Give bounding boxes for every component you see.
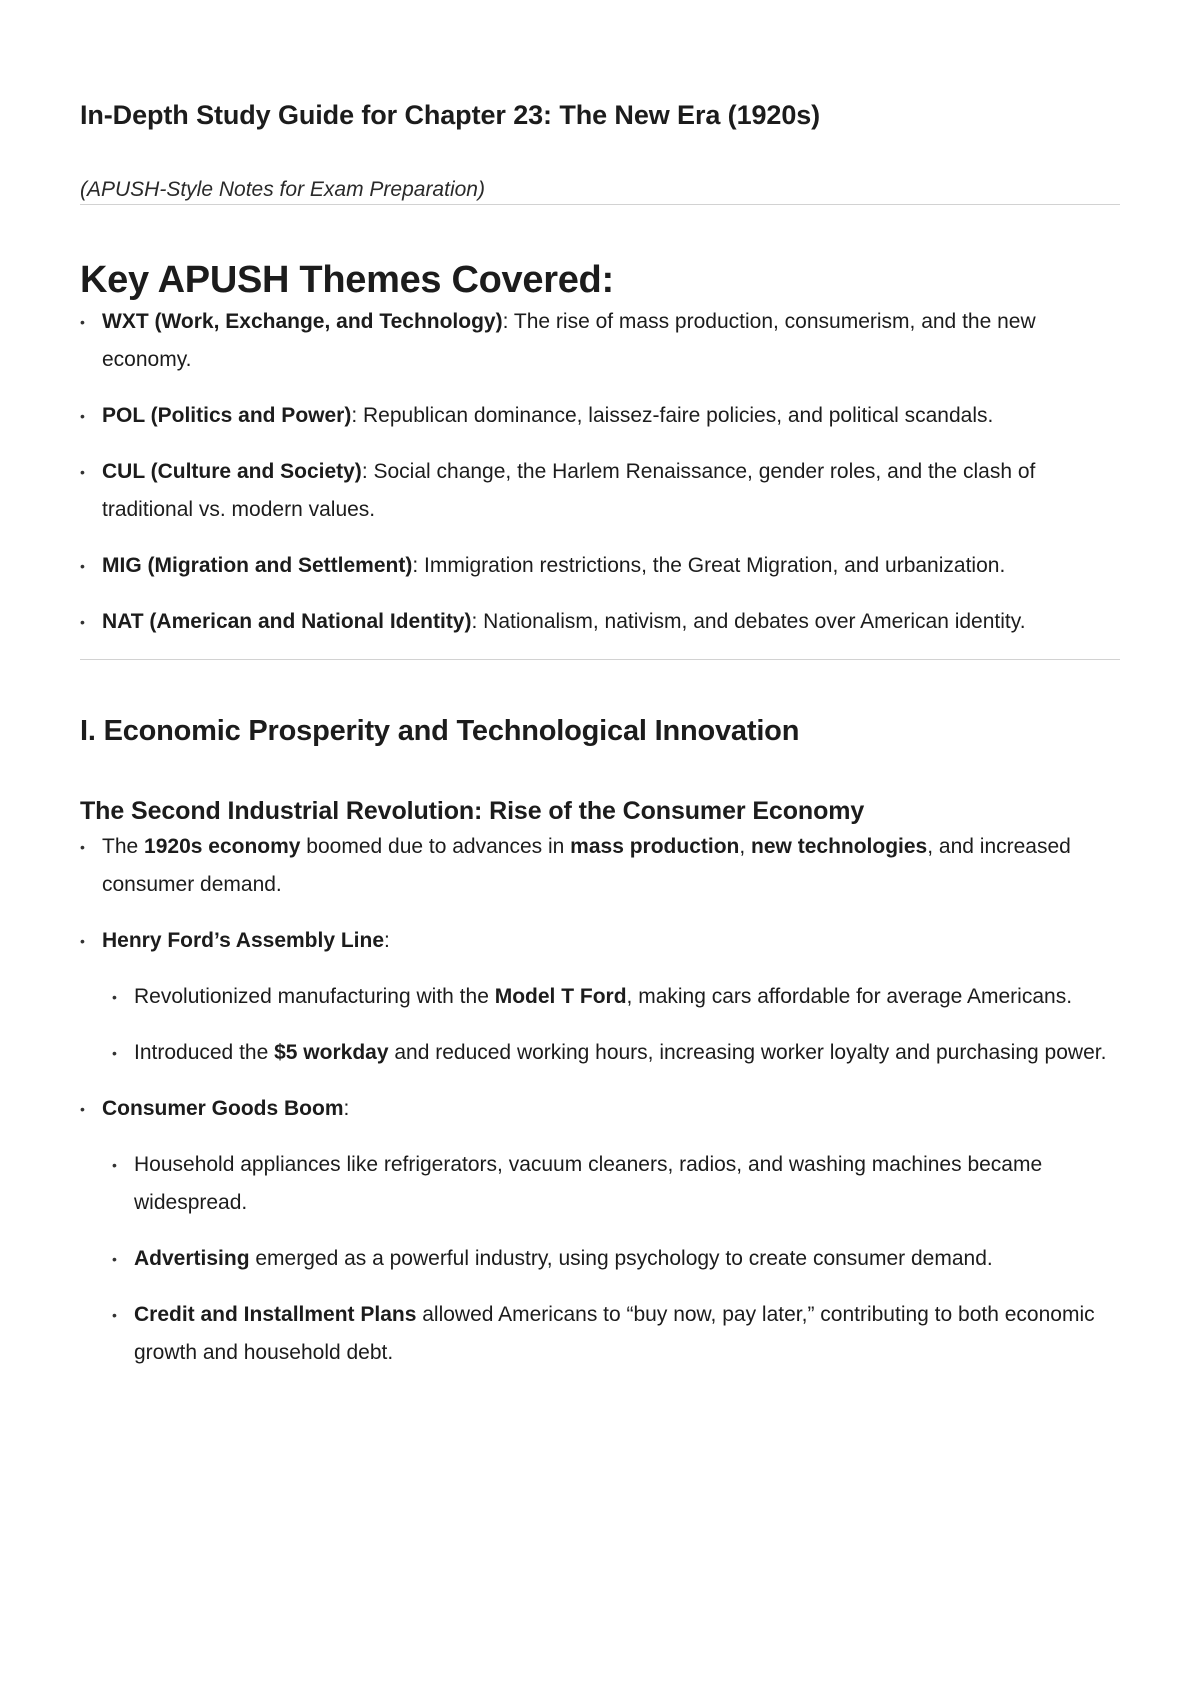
theme-item [80, 303, 1120, 379]
themes-list [80, 303, 1120, 641]
sub-item: • Advertising emerged as a powerful industry, using psychology to create consumer demand. [112, 1240, 1120, 1278]
theme-text: : Nationalism, nativism, and debates over American identity. [471, 610, 1026, 633]
goods-label: Consumer Goods Boom [102, 1097, 344, 1120]
ford-label: Henry Ford’s Assembly Line [102, 929, 385, 952]
theme-label: CUL (Culture and Society) [102, 460, 362, 483]
themes-heading: Key APUSH Themes Covered: [80, 259, 614, 301]
goods-sublist [112, 1146, 1120, 1372]
sub-item: • Revolutionized manufacturing with the Model T Ford, making cars affordable for average Americans. [112, 978, 1120, 1016]
document-title: In-Depth Study Guide for Chapter 23: The New Era (1920s) [80, 100, 821, 130]
theme-label: MIG (Migration and Settlement) [102, 554, 413, 577]
divider [80, 204, 1120, 205]
list-item-economy-intro: • The 1920s economy boomed due to advances in mass production, new technologies, and increased consumer demand. [80, 828, 1120, 904]
section-subheading: The Second Industrial Revolution: Rise of the Consumer Economy [80, 797, 865, 825]
economy-list [80, 828, 1120, 1372]
divider [80, 659, 1120, 660]
sub-item: • Credit and Installment Plans allowed Americans to “buy now, pay later,” contributing to both economic growth and household debt. [112, 1296, 1120, 1372]
sub-item: • Introduced the $5 workday and reduced working hours, increasing worker loyalty and purchasing power. [112, 1034, 1120, 1072]
theme-item [80, 547, 1120, 585]
theme-text: : The rise of mass production, consumerism, and the new economy. [102, 310, 1036, 371]
theme-item [80, 603, 1120, 641]
theme-label: WXT (Work, Exchange, and Technology) [102, 310, 503, 333]
section-heading: I. Economic Prosperity and Technological Innovation [80, 715, 800, 747]
ford-sublist [112, 978, 1120, 1072]
document-subtitle: (APUSH-Style Notes for Exam Preparation) [80, 178, 485, 201]
list-item-consumer-goods: • Consumer Goods Boom: • Household appliances like refrigerators, vacuum cleaners, radios, and washing machines became widespread. • Advertising emerged as a powerful industry, using psychology to create consumer demand. • Credit and Installment Plans allowed Americans to “buy now, pay later,” contributing to both economic growth and household debt. [80, 1090, 1120, 1372]
theme-item [80, 397, 1120, 435]
theme-text: : Immigration restrictions, the Great Migration, and urbanization. [412, 554, 1006, 577]
theme-text: : Republican dominance, laissez-faire policies, and political scandals. [351, 404, 994, 427]
theme-label: POL (Politics and Power) [102, 404, 352, 427]
theme-text: : Social change, the Harlem Renaissance, gender roles, and the clash of traditional vs. modern values. [102, 460, 1036, 521]
theme-label: NAT (American and National Identity) [102, 610, 472, 633]
sub-item: • Household appliances like refrigerators, vacuum cleaners, radios, and washing machines became widespread. [112, 1146, 1120, 1222]
theme-item [80, 453, 1120, 529]
list-item-ford: • Henry Ford’s Assembly Line: • Revolutionized manufacturing with the Model T Ford, making cars affordable for average Americans. • Introduced the $5 workday and reduced working hours, increasing worker loyalty and purchasing power. [80, 922, 1120, 1072]
